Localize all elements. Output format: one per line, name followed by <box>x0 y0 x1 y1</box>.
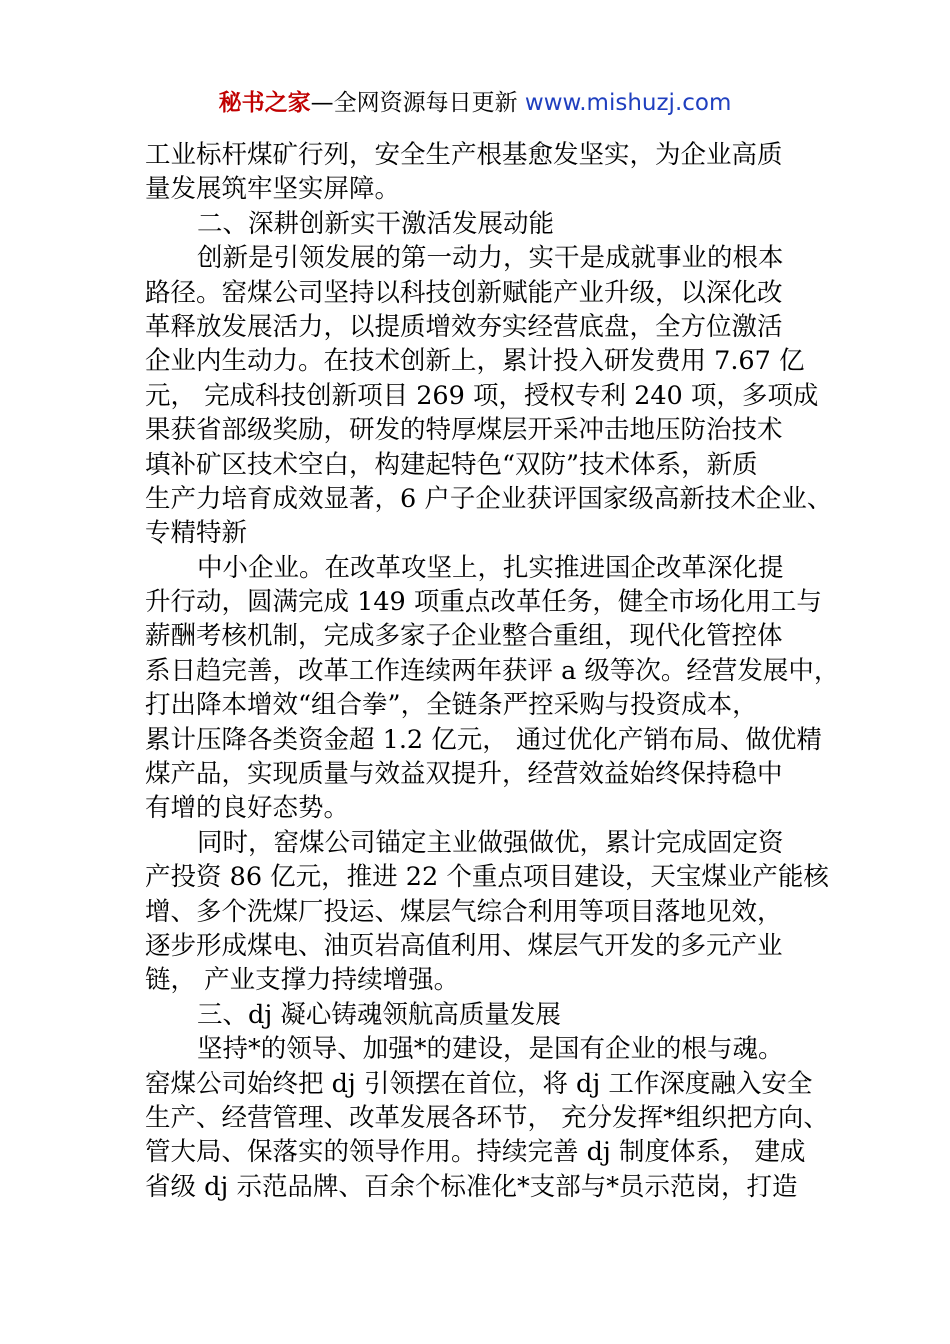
text-line: 企业内生动力。在技术创新上，累计投入研发费用 7.67 亿 <box>145 346 805 377</box>
text-line: 专精特新 <box>145 518 248 549</box>
text-line: 量发展筑牢坚实屏障。 <box>145 174 401 205</box>
text-line: 元， 完成科技创新项目 269 项，授权专利 240 项，多项成 <box>145 380 819 411</box>
text-line: 有增的良好态势。 <box>145 793 350 824</box>
text-line: 生产、经营管理、改革发展各环节， 充分发挥*组织把方向、 <box>145 1102 829 1133</box>
text-line: 同时，窑煤公司锚定主业做强做优，累计完成固定资 <box>197 827 784 858</box>
text-line: 煤产品，实现质量与效益双提升，经营效益始终保持稳中 <box>145 759 783 790</box>
brand-name: 秘书之家 <box>218 90 311 116</box>
text-line: 中小企业。在改革攻坚上，扎实推进国企改革深化提 <box>197 552 784 583</box>
page-header <box>0 88 950 118</box>
text-line: 产投资 86 亿元，推进 22 个重点项目建设，天宝煤业产能核 <box>145 862 829 893</box>
text-line: 工业标杆煤矿行列，安全生产根基愈发坚实，为企业高质 <box>145 140 783 170</box>
text-line: 路径。窑煤公司坚持以科技创新赋能产业升级，以深化改 <box>145 277 783 308</box>
text-line: 创新是引领发展的第一动力，实干是成就事业的根本 <box>197 243 784 274</box>
text-line: 逐步形成煤电、油页岩高值利用、煤层气开发的多元产业 <box>145 930 783 961</box>
text-line: 累计压降各类资金超 1.2 亿元， 通过优化产销布局、做优精 <box>145 724 822 755</box>
text-line: 链， 产业支撑力持续增强。 <box>145 965 460 996</box>
text-line: 生产力培育成效显著，6 户子企业获评国家级高新技术企业、 <box>145 483 833 514</box>
text-line: 窑煤公司始终把 dj 引领摆在首位，将 dj 工作深度融入安全 <box>145 1068 813 1099</box>
header-tagline: —全网资源每日更新 <box>310 90 518 116</box>
section-heading: 三、dj 凝心铸魂领航高质量发展 <box>197 999 561 1030</box>
text-line: 管大局、保落实的领导作用。持续完善 dj 制度体系， 建成 <box>145 1137 806 1168</box>
text-line: 打出降本增效“组合拳”，全链条严控采购与投资成本， <box>145 690 758 721</box>
section-heading: 二、深耕创新实干激活发展动能 <box>197 208 555 239</box>
text-line: 革释放发展活力，以提质增效夯实经营底盘，全方位激活 <box>145 311 783 342</box>
text-line: 坚持*的领导、加强*的建设，是国有企业的根与魂。 <box>197 1034 784 1065</box>
text-line: 果获省部级奖励，研发的特厚煤层开采冲击地压防治技术 <box>145 415 783 446</box>
text-line: 薪酬考核机制，完成多家子企业整合重组，现代化管控体 <box>145 621 783 652</box>
text-line: 填补矿区技术空白，构建起特色“双防”技术体系，新质 <box>145 449 758 480</box>
text-line: 系日趋完善，改革工作连续两年获评 a 级等次。经营发展中， <box>145 655 840 686</box>
text-line: 省级 dj 示范品牌、百余个标准化*支部与*员示范岗，打造 <box>145 1171 798 1202</box>
text-line: 增、多个洗煤厂投运、煤层气综合利用等项目落地见效， <box>145 896 783 927</box>
article-body <box>145 138 840 1204</box>
text-line: 升行动，圆满完成 149 项重点改革任务，健全市场化用工与 <box>145 587 822 618</box>
site-url-link[interactable]: www.mishuzj.com <box>524 90 732 116</box>
